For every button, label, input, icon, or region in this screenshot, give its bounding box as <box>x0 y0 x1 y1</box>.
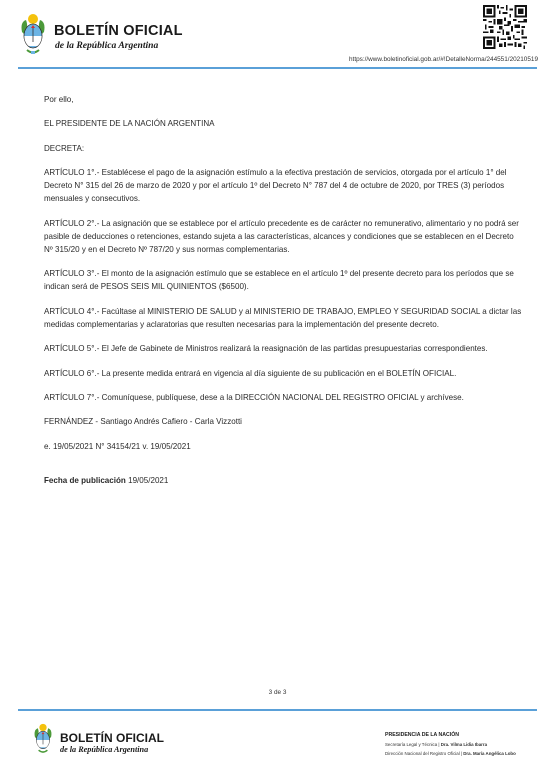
article-1: ARTÍCULO 1°.- Establécese el pago de la asignación estímulo a la efectiva prestación de servicios, otorgada por el artículo 1° del Decreto N° 315 del 26 de marzo de 2020 y por el artículo 1º del Decreto N° 787 del 4 de octubre de 2020, por TRES (3) períodos mensuales y consecutivos. <box>44 168 507 204</box>
footer-coat-of-arms-icon <box>32 722 54 755</box>
brand-title: BOLETÍN OFICIAL <box>54 23 183 39</box>
footer-divider <box>18 709 537 711</box>
publication-date-line <box>44 474 522 487</box>
qr-code-icon[interactable] <box>483 5 527 49</box>
brand-subtitle: de la República Argentina <box>55 40 159 51</box>
edition-line: e. 19/05/2021 N° 34154/21 v. 19/05/2021 <box>44 441 191 451</box>
article-2: ARTÍCULO 2°.- La asignación que se establece por el artículo precedente es de carácter no remunerativo, alimentario y no podrá ser pasible de deducciones o retenciones, estando sujeta a las características, alcances y condiciones que se establecen en el Decreto Nº 315/20 y en el Decreto Nº 787/20 y sus normas complementarias. <box>44 218 519 254</box>
article-7: ARTÍCULO 7°.- Comuníquese, publíquese, dese a la DIRECCIÓN NACIONAL DEL REGISTRO OFICIAL y archívese. <box>44 393 464 403</box>
publication-date-label: Fecha de publicación <box>44 475 126 485</box>
footer-brand-subtitle: de la República Argentina <box>60 745 149 754</box>
footer-credits <box>385 731 535 758</box>
article-4: ARTÍCULO 4°.- Facúltase al MINISTERIO DE SALUD y al MINISTERIO DE TRABAJO, EMPLEO Y SEGURIDAD SOCIAL a dictar las medidas complementarias y aclaratorias que resulten necesarias para la implementación del presente decreto. <box>44 306 522 329</box>
footer-presidencia: PRESIDENCIA DE LA NACIÓN <box>385 732 459 738</box>
footer-role-1: Secretaría Legal y Técnica | <box>385 742 441 747</box>
footer-role-2: Dirección Nacional del Registro Oficial | <box>385 751 464 756</box>
paragraph-intro: Por ello, <box>44 95 74 104</box>
header-divider <box>18 67 537 69</box>
footer-brand-title: BOLETÍN OFICIAL <box>60 731 164 745</box>
footer-credit-line-1 <box>385 740 535 749</box>
article-5: ARTÍCULO 5°.- El Jefe de Gabinete de Ministros realizará la reasignación de las partidas presupuestarias correspondientes. <box>44 344 488 354</box>
paragraph-president: EL PRESIDENTE DE LA NACIÓN ARGENTINA <box>44 119 215 129</box>
footer-credit-line-2 <box>385 749 535 758</box>
page-number: 3 de 3 <box>268 689 287 696</box>
coat-of-arms-icon <box>18 12 48 56</box>
footer-name-2: Dra. María Angélica Lobo <box>463 751 516 756</box>
document-body <box>44 93 522 498</box>
page-header <box>0 0 555 72</box>
footer-name-1: Dra. Vilma Lidia Ibarra <box>440 742 488 747</box>
article-3: ARTÍCULO 3°.- El monto de la asignación estímulo que se establece en el artículo 1º del presente decreto para los períodos que se indican será de PESOS SEIS MIL QUINIENTOS ($6500). <box>44 269 514 292</box>
publication-date-value: 19/05/2021 <box>128 475 169 485</box>
document-url[interactable]: https://www.boletinoficial.gob.ar/#!DetalleNorma/244551/20210519 <box>349 56 538 63</box>
article-6: ARTÍCULO 6°.- La presente medida entrará en vigencia al día siguiente de su publicación en el BOLETÍN OFICIAL. <box>44 368 457 378</box>
signatures: FERNÁNDEZ - Santiago Andrés Cafiero - Carla Vizzotti <box>44 417 242 427</box>
paragraph-decreta: DECRETA: <box>44 143 85 153</box>
